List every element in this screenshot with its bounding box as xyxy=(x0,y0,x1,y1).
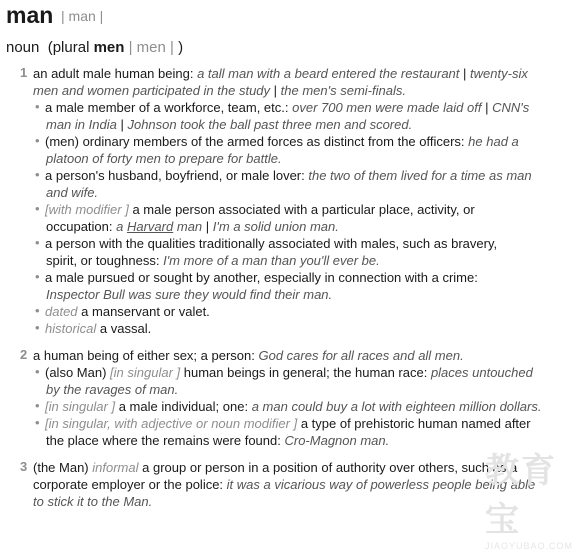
definition-text: a male individual; one: xyxy=(118,399,249,414)
definition-text: human beings in general; the human race: xyxy=(183,365,428,380)
example-text: platoon of forty men to prepare for battle. xyxy=(46,151,282,166)
definition-line xyxy=(46,184,98,201)
example-text: the men's semi-finals. xyxy=(280,83,406,98)
sub-sense-bullet: • xyxy=(35,201,40,216)
definition-text: corporate employer or the police: xyxy=(33,477,224,492)
plural-word: men xyxy=(93,39,125,56)
example-separator: | xyxy=(463,66,467,81)
definition-text: the place where the remains were found: xyxy=(46,433,281,448)
definition-text: ordinary members of the armed forces as distinct from the officers: xyxy=(82,134,465,149)
example-text: man xyxy=(176,219,203,234)
sense-number: 1 xyxy=(20,65,28,80)
sub-sense-bullet: • xyxy=(35,415,40,430)
sub-sense-bullet: • xyxy=(35,398,40,413)
sub-sense-bullet: • xyxy=(35,303,40,318)
example-text: a man could buy a lot with eighteen million dollars. xyxy=(251,399,542,414)
example-text: the two of them lived for a time as man xyxy=(308,168,532,183)
definition-line xyxy=(45,415,531,432)
sense-qualifier: (the Man) xyxy=(33,460,89,475)
definition-line xyxy=(45,201,475,218)
example-text: I'm a solid union man. xyxy=(212,219,339,234)
definition-line xyxy=(46,381,178,398)
example-text: over 700 men were made laid off xyxy=(292,100,482,115)
sub-sense-bullet: • xyxy=(35,99,40,114)
headword-pronunciation: | man | xyxy=(61,8,104,24)
definition-text: a person's husband, boyfriend, or male lover: xyxy=(45,168,305,183)
example-text: and wife. xyxy=(46,185,99,200)
sense-qualifier: (men) xyxy=(45,134,79,149)
example-text: Inspector Bull was sure they would find their man. xyxy=(46,287,333,302)
definition-line xyxy=(33,82,406,99)
example-text: men and women participated in the study xyxy=(33,83,271,98)
definition-text: an adult male human being: xyxy=(33,66,194,81)
example-prefix: a xyxy=(116,219,124,234)
watermark-logo xyxy=(485,443,581,551)
example-text: he had a xyxy=(468,134,519,149)
example-text xyxy=(116,219,202,234)
headword: man xyxy=(6,2,54,28)
example-text: I'm more of a man than you'll ever be. xyxy=(163,253,380,268)
example-link[interactable]: Harvard xyxy=(126,219,174,234)
sub-sense-bullet: • xyxy=(35,167,40,182)
sense-number: 3 xyxy=(20,459,28,474)
definition-text: a male pursued or sought by another, especially in connection with a crime: xyxy=(45,270,478,285)
definition-line xyxy=(45,303,210,320)
example-text: by the ravages of man. xyxy=(46,382,179,397)
definition-text: a type of prehistoric human named after xyxy=(300,416,531,431)
example-text: to stick it to the Man. xyxy=(33,494,153,509)
example-text: places untouched xyxy=(430,365,533,380)
definition-line xyxy=(46,432,389,449)
plural-open: (plural xyxy=(47,39,90,56)
example-separator: | xyxy=(485,100,489,115)
definition-text: a male person associated with a particular place, activity, or xyxy=(132,202,475,217)
usage-label: [in singular ] xyxy=(45,399,116,414)
definition-text: a person with the qualities traditionally associated with males, such as bravery, xyxy=(45,236,498,251)
definition-line xyxy=(45,320,151,337)
definition-text: a male member of a workforce, team, etc.: xyxy=(45,100,289,115)
pos-label: noun xyxy=(6,39,40,56)
definition-line xyxy=(33,493,152,510)
definition-line xyxy=(45,99,529,116)
sense-number: 2 xyxy=(20,347,28,362)
definition-line xyxy=(33,65,528,82)
plural-pronunciation: | men | xyxy=(128,39,174,56)
example-text: man in India xyxy=(46,117,117,132)
definition-text: a human being of either sex; a person: xyxy=(33,348,255,363)
example-text: God cares for all races and all men. xyxy=(258,348,464,363)
example-separator: | xyxy=(205,219,210,234)
sense-qualifier: (also Man) xyxy=(45,365,107,380)
definition-line xyxy=(46,150,282,167)
plural-close: ) xyxy=(178,39,184,56)
definition-line xyxy=(33,476,535,493)
example-text: a tall man with a beard entered the restaurant xyxy=(197,66,460,81)
usage-label: historical xyxy=(45,321,97,336)
definition-line xyxy=(45,167,532,184)
sub-sense-bullet: • xyxy=(35,269,40,284)
sub-sense-bullet: • xyxy=(35,364,40,379)
watermark-subtext: JIAOYUBAO.COM xyxy=(485,541,574,551)
part-of-speech-line xyxy=(6,39,183,56)
usage-label: [in singular, with adjective or noun modifier ] xyxy=(45,416,298,431)
example-text: it was a vicarious way of powerless people being able xyxy=(226,477,536,492)
definition-line xyxy=(45,235,497,252)
definition-text: spirit, or toughness: xyxy=(46,253,160,268)
definition-line xyxy=(45,269,478,286)
usage-label: [with modifier ] xyxy=(45,202,129,217)
example-separator: | xyxy=(120,117,124,132)
definition-line xyxy=(33,459,517,476)
definition-line xyxy=(46,286,332,303)
definition-line xyxy=(46,218,339,235)
definition-text: a group or person in a position of authority over others, such as a xyxy=(142,460,518,475)
example-text: Cro-Magnon man. xyxy=(284,433,390,448)
usage-label: informal xyxy=(92,460,139,475)
example-text: CNN's xyxy=(492,100,530,115)
definition-line xyxy=(45,133,519,150)
definition-text: a vassal. xyxy=(99,321,152,336)
definition-line xyxy=(45,398,541,415)
definition-line xyxy=(46,252,380,269)
definition-line xyxy=(46,116,412,133)
sub-sense-bullet: • xyxy=(35,133,40,148)
example-separator: | xyxy=(273,83,278,98)
definition-line xyxy=(33,347,464,364)
usage-label: [in singular ] xyxy=(110,365,181,380)
definition-text: a manservant or valet. xyxy=(81,304,210,319)
definition-text: occupation: xyxy=(46,219,113,234)
watermark-text: 教育宝 xyxy=(485,451,557,540)
usage-label: dated xyxy=(45,304,78,319)
sub-sense-bullet: • xyxy=(35,320,40,335)
definition-line xyxy=(45,364,533,381)
example-text: twenty-six xyxy=(470,66,528,81)
example-text: Johnson took the ball past three men and scored. xyxy=(127,117,413,132)
sub-sense-bullet: • xyxy=(35,235,40,250)
